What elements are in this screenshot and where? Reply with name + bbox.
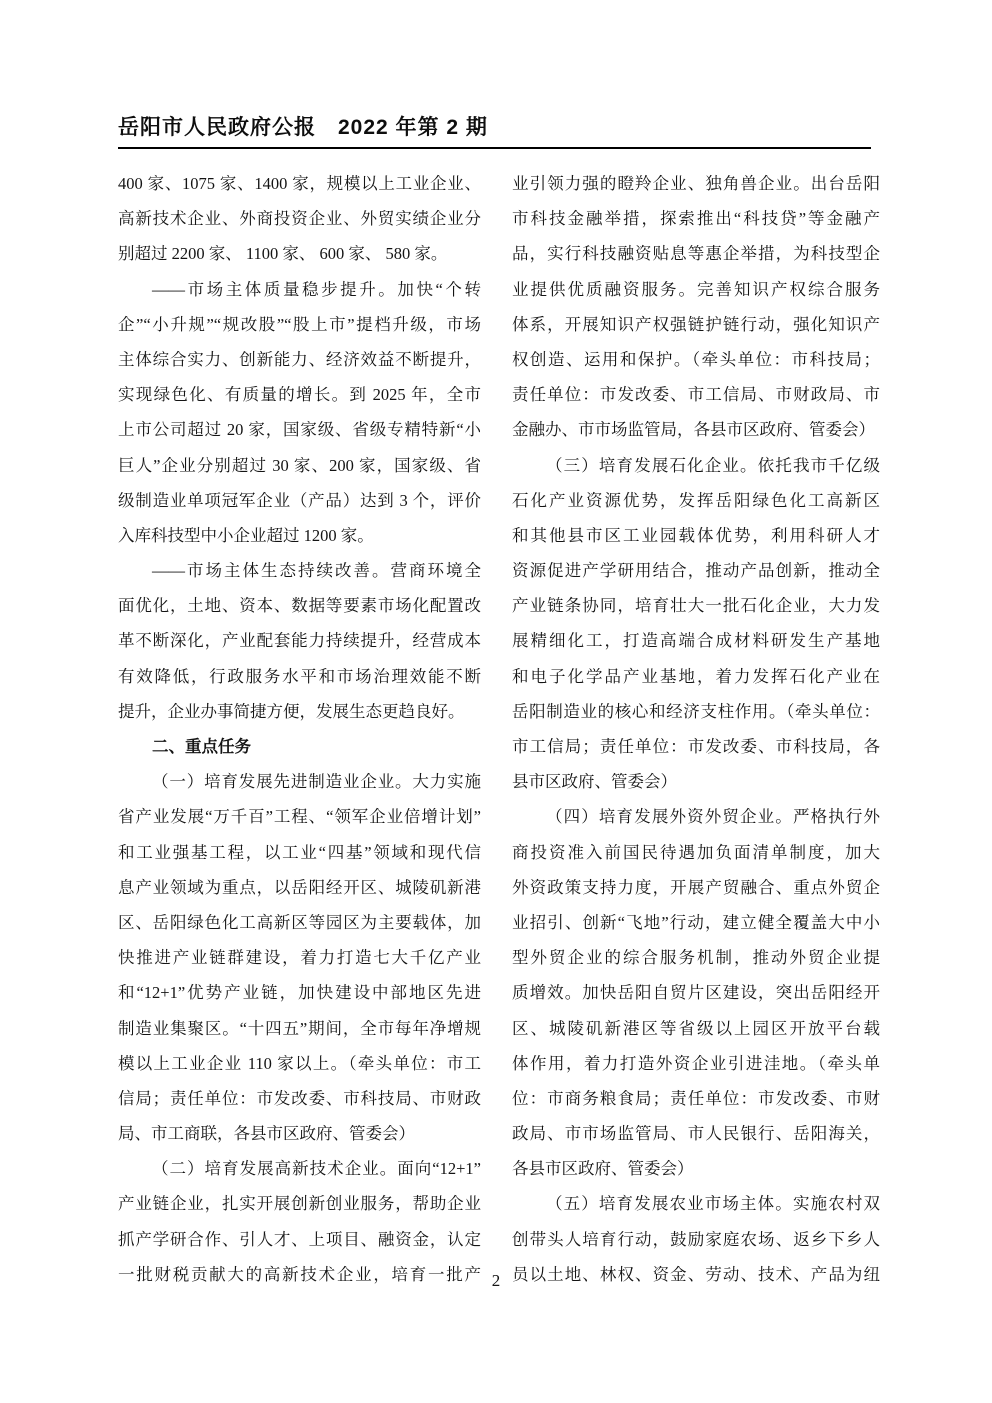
text-line: 员以土地、林权、资金、劳动、技术、产品为纽 — [512, 1264, 880, 1284]
text-line: 有效降低，行政服务水平和市场治理效能不断 — [118, 666, 481, 686]
text-line: 县市区政府、管委会） — [512, 772, 677, 792]
text-line: 和工业强基工程，以工业“四基”领域和现代信 — [118, 842, 481, 862]
text-line: 区、城陵矶新港区等省级以上园区开放平台载 — [512, 1018, 880, 1038]
text-line: 资源促进产学研用结合，推动产品创新，推动全 — [512, 561, 880, 581]
text-column-left — [118, 166, 481, 1292]
text-line: 权创造、运用和保护。（牵头单位：市科技局； — [512, 349, 880, 369]
header-rule — [118, 147, 871, 149]
text-line: 实现绿色化、有质量的增长。到 2025 年，全市 — [118, 385, 481, 405]
text-line: 一批财税贡献大的高新技术企业，培育一批产 — [118, 1264, 481, 1284]
text-line: 和电子化学品产业基地，着力发挥石化产业在 — [512, 666, 880, 686]
text-column-right — [512, 166, 880, 1292]
text-line: 快推进产业链群建设，着力打造七大千亿产业 — [118, 948, 481, 968]
text-line: 各县市区政府、管委会） — [512, 1159, 694, 1179]
text-line: 上市公司超过 20 家，国家级、省级专精特新“小 — [118, 420, 481, 440]
text-line: 型外贸企业的综合服务机制，推动外贸企业提 — [512, 948, 880, 968]
text-line: 市科技金融举措，探索推出“科技贷”等金融产 — [512, 209, 880, 229]
text-line: 企”“小升规”“规改股”“股上市”提档升级，市场 — [118, 314, 481, 334]
text-line: 区、岳阳绿色化工高新区等园区为主要载体，加 — [118, 912, 481, 932]
text-line: 400 家、1075 家、1400 家，规模以上工业企业、 — [118, 174, 481, 193]
text-line: 和“12+1”优势产业链，加快建设中部地区先进 — [118, 983, 481, 1003]
text-line: 级制造业单项冠军企业（产品）达到 3 个，评价 — [118, 490, 481, 510]
text-line: 提升，企业办事简捷方便，发展生态更趋良好。 — [118, 701, 465, 721]
text-line: 二、重点任务 — [152, 737, 251, 756]
text-line: 位：市商务粮食局；责任单位：市发改委、市财 — [512, 1088, 880, 1108]
text-line: 入库科技型中小企业超过 1200 家。 — [118, 525, 374, 545]
text-line: 业引领力强的瞪羚企业、独角兽企业。出台岳阳 — [512, 174, 880, 193]
text-line: 业提供优质融资服务。完善知识产权综合服务 — [512, 279, 880, 299]
text-line: 高新技术企业、外商投资企业、外贸实绩企业分 — [118, 209, 481, 229]
text-line: 体作用，着力打造外资企业引进洼地。（牵头单 — [512, 1053, 880, 1073]
text-line: （二）培育发展高新技术企业。面向“12+1” — [152, 1159, 481, 1179]
text-line: 抓产学研合作、引人才、上项目、融资金，认定 — [118, 1229, 481, 1249]
text-line: 金融办、市市场监管局，各县市区政府、管委会） — [512, 420, 875, 440]
text-line: ——市场主体质量稳步提升。加快“个转 — [152, 279, 481, 299]
text-line: 创带头人培育行动，鼓励家庭农场、返乡下乡人 — [512, 1229, 880, 1249]
text-line: 产业链企业，扎实开展创新创业服务，帮助企业 — [118, 1194, 481, 1214]
text-line: 外资政策支持力度，开展产贸融合、重点外贸企 — [512, 877, 880, 897]
text-line: 局、市工商联，各县市区政府、管委会） — [118, 1124, 415, 1144]
text-line: 巨人”企业分别超过 30 家、200 家，国家级、省 — [118, 455, 481, 475]
text-line: （三）培育发展石化企业。依托我市千亿级 — [546, 455, 880, 475]
text-line: 质增效。加快岳阳自贸片区建设，突出岳阳经开 — [512, 983, 880, 1003]
text-line: （一）培育发展先进制造业企业。大力实施 — [152, 772, 481, 792]
text-line: 面优化，土地、资本、数据等要素市场化配置改 — [118, 596, 481, 616]
text-line: 责任单位：市发改委、市工信局、市财政局、市 — [512, 385, 880, 405]
text-line: 岳阳制造业的核心和经济支柱作用。（牵头单位： — [512, 701, 880, 721]
text-line: 制造业集聚区。“十四五”期间，全市每年净增规 — [118, 1018, 481, 1038]
text-line: （四）培育发展外资外贸企业。严格执行外 — [546, 807, 880, 827]
text-line: 商投资准入前国民待遇加负面清单制度，加大 — [512, 842, 880, 862]
text-line: 革不断深化，产业配套能力持续提升，经营成本 — [118, 631, 481, 651]
text-line: 模以上工业企业 110 家以上。（牵头单位：市工 — [118, 1053, 481, 1073]
text-line: ——市场主体生态持续改善。营商环境全 — [152, 561, 481, 581]
text-line: 息产业领域为重点，以岳阳经开区、城陵矶新港 — [118, 877, 481, 897]
text-line: 展精细化工，打造高端合成材料研发生产基地 — [512, 631, 880, 651]
text-line: 主体综合实力、创新能力、经济效益不断提升， — [118, 349, 481, 369]
text-line: 政局、市市场监管局、市人民银行、岳阳海关， — [512, 1124, 880, 1144]
text-line: 和其他县市区工业园载体优势，利用科研人才 — [512, 525, 880, 545]
text-line: 别超过 2200 家、 1100 家、 600 家、 580 家。 — [118, 244, 448, 264]
text-line: （五）培育发展农业市场主体。实施农村双 — [546, 1194, 880, 1214]
text-line: 信局；责任单位：市发改委、市科技局、市财政 — [118, 1088, 481, 1108]
text-line: 产业链条协同，培育壮大一批石化企业，大力发 — [512, 596, 880, 616]
text-line: 品，实行科技融资贴息等惠企举措，为科技型企 — [512, 244, 880, 264]
text-line: 体系，开展知识产权强链护链行动，强化知识产 — [512, 314, 880, 334]
text-line: 省产业发展“万千百”工程、“领军企业倍增计划” — [118, 807, 481, 827]
text-line: 业招引、创新“飞地”行动，建立健全覆盖大中小 — [512, 912, 880, 932]
page-header-title: 岳阳市人民政府公报 2022 年第 2 期 — [118, 116, 488, 139]
text-line: 石化产业资源优势，发挥岳阳绿色化工高新区 — [512, 490, 880, 510]
page-number: 2 — [491, 1271, 501, 1290]
text-line: 市工信局；责任单位：市发改委、市科技局，各 — [512, 737, 880, 756]
